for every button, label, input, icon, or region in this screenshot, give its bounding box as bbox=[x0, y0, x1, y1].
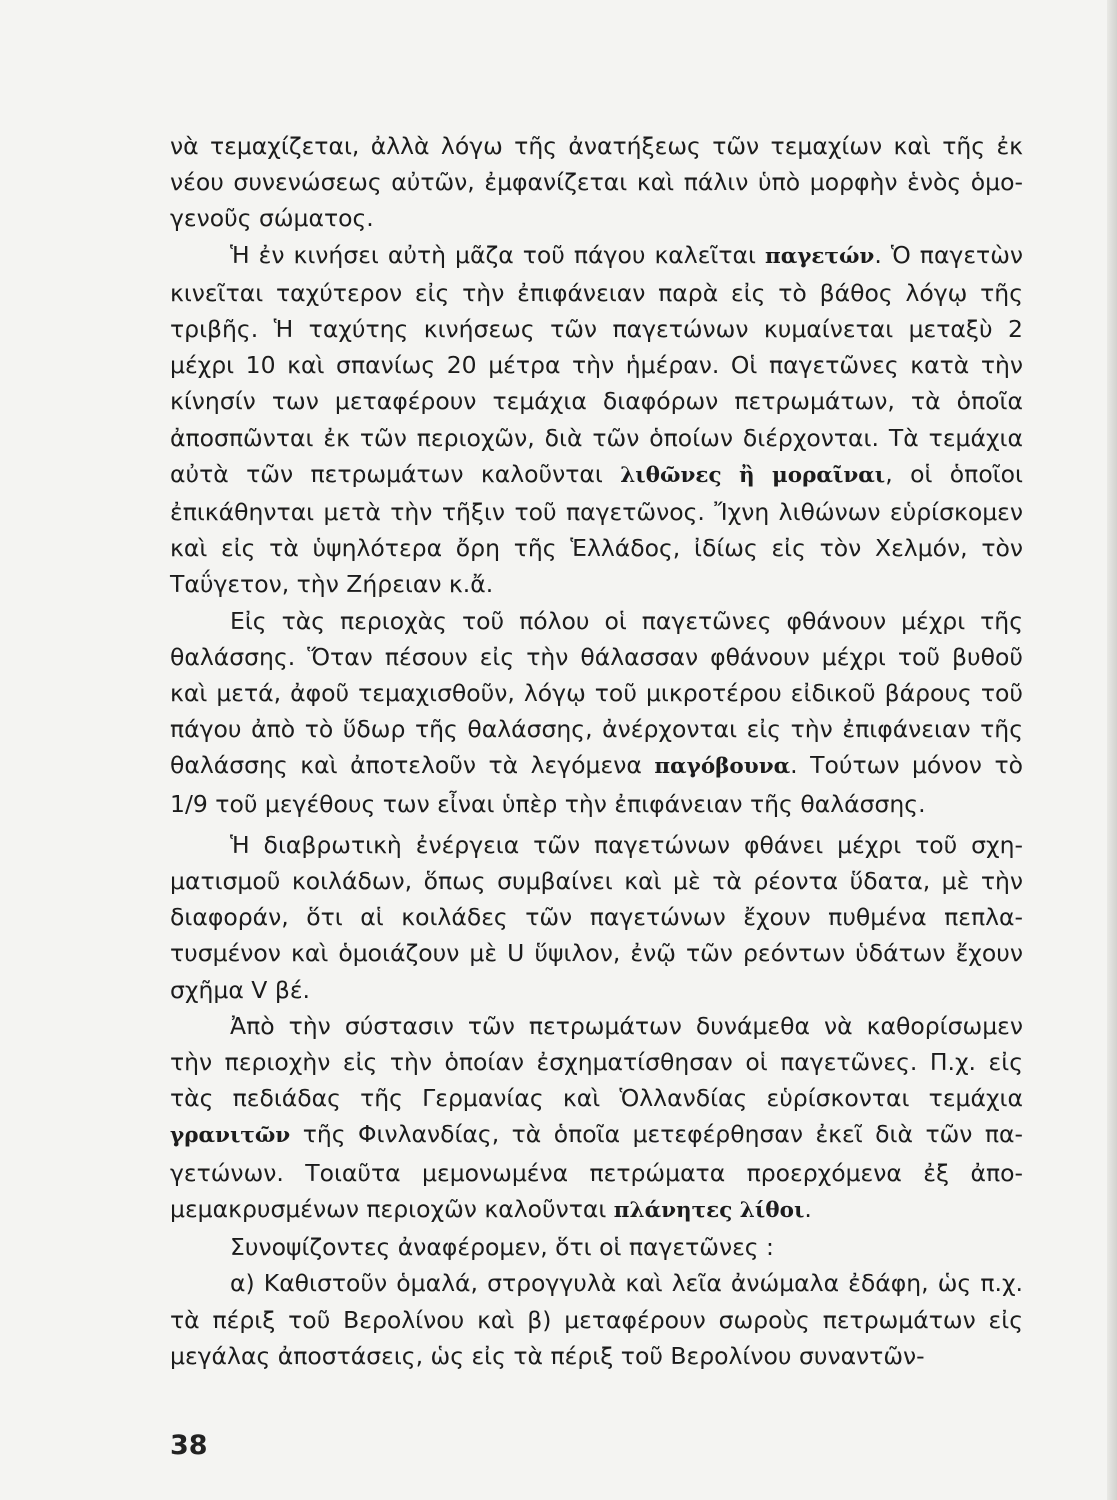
paragraph-summary-list bbox=[170, 1265, 1023, 1374]
paragraph-glacier-definition bbox=[170, 237, 1023, 603]
text-run: Ἀπὸ τὴν σύστασιν τῶν πετρωμάτων δυνάμεθα νὰ καθορίσωμεν τὴν περιοχὴν εἰς τὴν ὁποίαν ἐσχηματίσθησαν οἱ παγετῶνες. Π.χ. εἰς τὰς πεδιάδας τῆς Γερμανίας καὶ Ὁλλανδίας εὑρίσκονται τεμάχια bbox=[170, 1011, 1023, 1113]
text-run: α) Καθιστοῦν ὁμαλά, στρογγυλὰ καὶ λεῖα ἀνώμαλα ἐδάφη, ὡς π.χ. τὰ πέριξ τοῦ Βερολίνου καὶ β) μεταφέρουν σωροὺς πετρωμάτων εἰς μεγάλας ἀποστάσεις, ὡς εἰς τὰ πέριξ τοῦ Βερολίνου συναντῶν- bbox=[170, 1269, 1023, 1370]
bold-term-icebergs: παγόβουνα bbox=[654, 754, 791, 780]
bold-term-moraines: λιθῶνες ἢ μοραῖναι bbox=[620, 462, 886, 488]
paragraph-erosion-valleys bbox=[170, 827, 1023, 1008]
paragraph-summary-intro bbox=[170, 1229, 1023, 1265]
text-run: Εἰς τὰς περιοχὰς τοῦ πόλου οἱ παγετῶνες φθάνουν μέχρι τῆς θαλάσσης. Ὅταν πέσουν εἰς τὴν θάλασσαν φθάνουν μέχρι τοῦ βυθοῦ καὶ μετά, ἀφοῦ τεμαχισθοῦν, λόγῳ τοῦ μικροτέρου εἰδικοῦ βάρους τοῦ πάγου ἀπὸ τὸ ὕδωρ τῆς θαλάσσης, ἀνέρχονται εἰς τὴν ἐπιφάνειαν τῆς θαλάσσης καὶ ἀποτελοῦν τὰ λεγόμενα bbox=[170, 606, 1023, 780]
paragraph-continuation bbox=[170, 128, 1023, 237]
text-run: Ἡ ἐν κινήσει αὐτὴ μᾶζα τοῦ πάγου καλεῖται bbox=[230, 240, 765, 269]
text-run: τῆς Φινλανδίας, τὰ ὁποῖα μετεφέρθησαν ἐκεῖ διὰ τῶν παγετώνων. Τοιαῦτα μεμονωμένα πετρώματα προερχόμενα ἐξ ἀπομεμακρυσμένων περιοχῶν καλοῦνται bbox=[170, 1120, 1023, 1223]
page-edge-shadow bbox=[1107, 0, 1117, 1500]
text-run: . Ὁ παγετὼν κινεῖται ταχύτερον εἰς τὴν ἐπιφάνειαν παρὰ εἰς τὸ βάθος λόγῳ τῆς τριβῆς. Ἡ ταχύτης κινήσεως τῶν παγετώνων κυμαίνεται μεταξὺ 2 μέχρι 10 καὶ σπανίως 20 μέτρα τὴν ἡμέραν. Οἱ παγετῶνες κατὰ τὴν κίνησίν των μεταφέρουν τεμάχια διαφόρων πετρωμάτων, τὰ ὁποῖα ἀποσπῶνται ἐκ τῶν περιοχῶν, διὰ τῶν ὁποίων διέρχονται. Τὰ τεμάχια αὐτὰ τῶν πετρωμάτων καλοῦνται bbox=[170, 240, 1023, 488]
text-run: . bbox=[804, 1194, 812, 1223]
text-run: . Τούτων μόνον τὸ 1/9 τοῦ μεγέθους των εἶναι ὑπὲρ τὴν ἐπιφάνειαν τῆς θαλάσσης. bbox=[170, 751, 1023, 818]
paragraph-icebergs bbox=[170, 603, 1023, 822]
body-text bbox=[170, 128, 1023, 1374]
bold-term-erratic-boulders: πλάνητες λίθοι bbox=[613, 1197, 805, 1223]
bold-term-glacier: παγετών bbox=[764, 243, 875, 269]
text-run: Ἡ διαβρωτικὴ ἐνέργεια τῶν παγετώνων φθάνει μέχρι τοῦ σχηματισμοῦ κοιλάδων, ὅπως συμβαίνει καὶ μὲ τὰ ρέοντα ὕδατα, μὲ τὴν διαφοράν, ὅτι αἱ κοιλάδες τῶν παγετώνων ἔχουν πυθμένα πεπλατυσμένον καὶ ὁμοιάζουν μὲ U ὕψιλον, ἐνῷ τῶν ρεόντων ὑδάτων ἔχουν σχῆμα V βέ. bbox=[170, 830, 1023, 1004]
bold-term-granites: γρανιτῶν bbox=[170, 1123, 291, 1149]
text-run: , οἱ ὁποῖοι ἐπικάθηνται μετὰ τὴν τῆξιν τοῦ παγετῶνος. Ἴχνη λιθώνων εὑρίσκομεν καὶ εἰς τὰ ὑψηλότερα ὄρη τῆς Ἑλλάδος, ἰδίως εἰς τὸν Χελμόν, τὸν Ταΰγετον, τὴν Ζήρειαν κ.ἄ. bbox=[170, 459, 1023, 599]
page-number: 38 bbox=[170, 1430, 208, 1461]
text-run: νὰ τεμαχίζεται, ἀλλὰ λόγω τῆς ἀνατήξεως τῶν τεμαχίων καὶ τῆς ἐκ νέου συνενώσεως αὐτῶν, ἐμφανίζεται καὶ πάλιν ὑπὸ μορφὴν ἑνὸς ὁμογενοῦς σώματος. bbox=[170, 132, 1023, 233]
paragraph-rock-composition bbox=[170, 1008, 1023, 1229]
text-run: Συνοψίζοντες ἀναφέρομεν, ὅτι οἱ παγετῶνες : bbox=[230, 1233, 774, 1262]
